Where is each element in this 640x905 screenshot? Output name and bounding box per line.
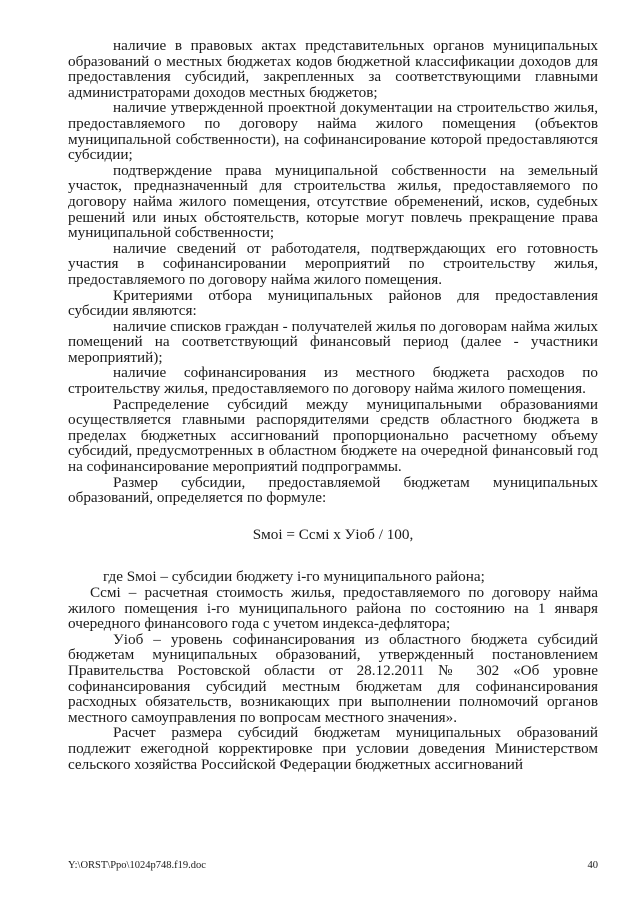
- definition-smoi: где Sмoi – субсидии бюджету i-го муниципального района;: [103, 568, 485, 586]
- paragraph-subsidy-size: Размер субсидии, предоставляемой бюджетам муниципальных образований, определяется по формуле:: [68, 473, 598, 507]
- footer-page-number: 40: [587, 860, 598, 871]
- paragraph-land-ownership: подтверждение права муниципальной собственности на земельный участок, предназначенный для строительства жилья, предоставляемого по договору найма жилого помещения, отсутствие обременений, исков, судебных решений или иных обстоятельств, которые могут повлечь прекращение права муниципальной собственности;: [68, 161, 598, 242]
- paragraph-employer-info: наличие сведений от работодателя, подтверждающих его готовность участия в софинансировании мероприятий по строительству жилья, предоставляемого по договору найма жилого помещения.: [68, 239, 598, 288]
- definition-uiob: Уioб – уровень софинансирования из областного бюджета субсидий бюджетам муниципальных образований, утвержденный постановлением Правительства Ростовской области от 28.12.2011 № 302 «Об уровне софинансирования субсидий местным бюджетам для софинансирования расходных обязательств, возникающих при выполнении полномочий органов местного самоуправления по вопросам местного значения».: [68, 630, 598, 726]
- paragraph-subsidy-distribution: Распределение субсидий между муниципальными образованиями осуществляется главными распорядителями средств областного бюджета в пределах бюджетных ассигнований пропорционально расчетному объему субсидий, предусмотренных в областном бюджете на очередной финансовый год на софинансирование мероприятий подпрограммы.: [68, 395, 598, 476]
- subsidy-formula: Sмoi = Ccмi х Уioб / 100,: [252, 525, 414, 543]
- paragraph-budget-codes: наличие в правовых актах представительных органов муниципальных образований о местных бюджетах кодов бюджетной классификации доходов для предоставления субсидий, закрепленных за соответствующими главными администраторами доходов местных бюджетов;: [68, 37, 598, 101]
- paragraph-project-documentation: наличие утвержденной проектной документации на строительство жилья, предоставляемого по договору найма жилого помещения (объектов муниципальной собственности), на софинансирование которой предоставляются субсидии;: [68, 99, 598, 164]
- paragraph-citizen-lists: наличие списков граждан - получателей жилья по договорам найма жилых помещений на соответствующий финансовый период (далее - участники мероприятий);: [68, 317, 598, 366]
- document-body: [68, 38, 598, 772]
- definition-csmi: Ccмi – расчетная стоимость жилья, предоставляемого по договору найма жилого помещения i-го муниципального района по состоянию на 1 января очередного финансового года с учетом индекса-дефлятора;: [68, 584, 598, 633]
- paragraph-selection-criteria: Критериями отбора муниципальных районов для предоставления субсидии являются:: [68, 286, 598, 320]
- paragraph-annual-adjustment: Расчет размера субсидий бюджетам муниципальных образований подлежит ежегодной корректировке при условии доведения Министерством сельского хозяйства Российской Федерации бюджетных ассигнований: [68, 724, 598, 773]
- footer-file-path: Y:\ORST\Ppo\1024p748.f19.doc: [68, 860, 206, 871]
- paragraph-local-cofinancing: наличие софинансирования из местного бюджета расходов по строительству жилья, предоставляемого по договору найма жилого помещения.: [68, 364, 598, 398]
